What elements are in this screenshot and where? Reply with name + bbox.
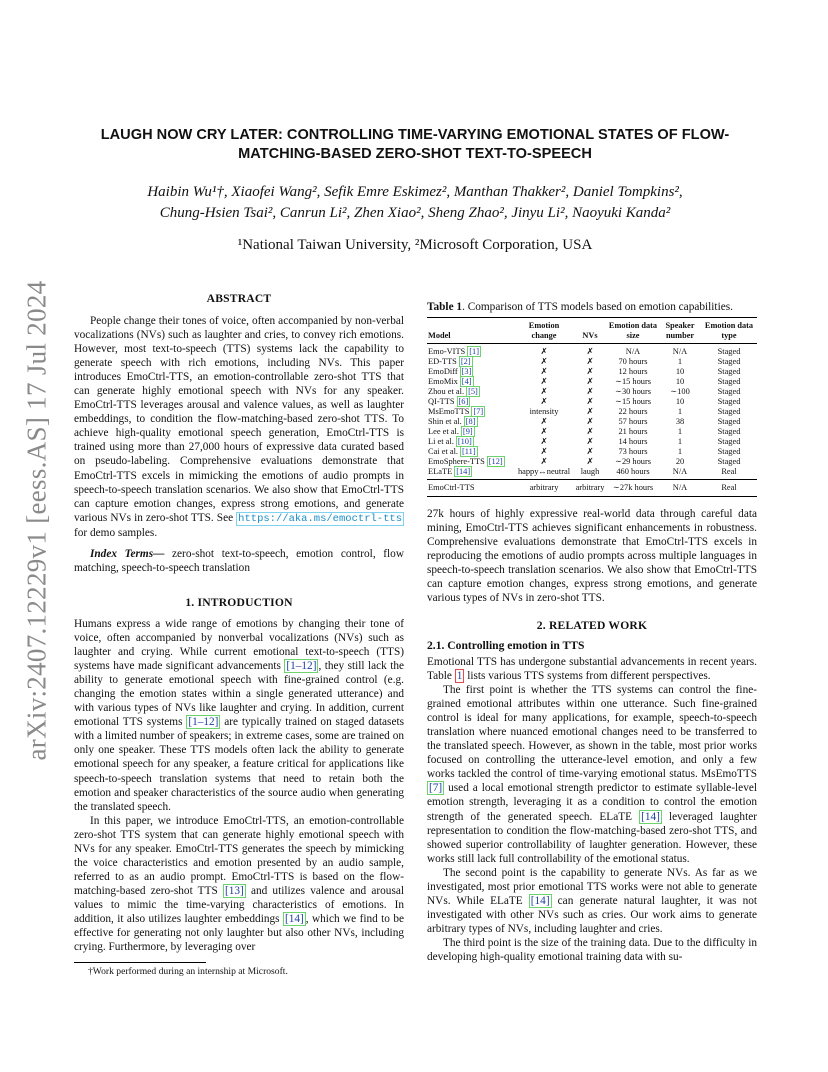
citation-link[interactable]: [11] [462,447,476,456]
table-row [427,357,757,367]
intro-text: and utilizes valence and arousal values to mimic the time-varying characteristics of emotions. In addition, it also utilizes laughter embeddings [74,884,404,925]
intro-body [74,617,404,954]
intro-continuation [427,507,757,605]
abstract-heading: ABSTRACT [206,292,272,305]
model-name: ED-TTS [428,357,457,366]
author-line-2: Chung-Hsien Tsai², Canrun Li², Zhen Xiao², Sheng Zhao², Jinyu Li², Naoyuki Kanda² [159,205,671,221]
citation-link[interactable]: [13] [224,884,244,897]
abstract-text: People change their tones of voice, often accompanied by non-verbal vocalizations (NVs) such as laughter and cries, to convey rich emotions. However, most text-to-speech (TTS) systems lack the capability to generate speech with rich emotions, including NVs. This paper introduces EmoCtrl-TTS, an emotion-controllable zero-shot TTS that can generate highly emotional speech with NVs for any speaker. EmoCtrl-TTS leverages arousal and valence values, as well as laughter embeddings, to condition the flow-matching-based zero-shot TTS. To achieve high-quality emotional speech generation, EmoCtrl-TTS is trained using more than 27,000 hours of expressive data curated based on pseudo-labeling. Comprehensive evaluations demonstrate that EmoCtrl-TTS excels in mimicking the emotions of audio prompts in speech-to-speech translation scenarios. We also show that EmoCtrl-TTS can capture emotion changes, express strong emotions, and generate various NVs in zero-shot TTS. See [74,315,404,524]
cell-type: Staged [717,347,741,356]
cell-speakers: N/A [672,347,688,356]
cell-speakers: 1 [677,427,683,436]
cell-change: happy↔neutral [517,467,571,476]
related-text: Emotional TTS has undergone substantial advancements in recent years. Table [427,656,757,683]
cell-size: 460 hours [616,467,650,476]
intro-text: , they still lack the ability to generate emotional speech with fine-grained control (e.g. changing the emotion states within a single generated utterance) and with various types of NVs like laughter and crying. In addition, current emotional TTS systems [74,660,404,729]
table-caption [427,301,767,313]
model-name: EmoMix [428,377,458,386]
citation-link[interactable]: [1–12] [286,660,317,673]
arxiv-identifier [21,280,52,760]
model-name: ELaTE [428,467,453,476]
related-paragraph-4: The third point is the size of the training data. Due to the difficulty in developing high-quality emotional training data with su- [427,936,757,963]
header-data-size: Emotion data size [608,321,658,340]
index-terms [74,547,404,575]
footnote-divider [74,962,206,963]
table-row [427,457,757,467]
cell-speakers: ∼100 [670,387,690,396]
header-emotion-change: Emotion change [528,321,560,340]
table-row [427,387,757,397]
cell-nvs: ✗ [586,437,594,446]
citation-link[interactable]: [14] [456,467,471,476]
citation-link[interactable]: [12] [488,457,503,466]
cell-type: Staged [717,407,741,416]
cell-change: arbitrary [529,483,559,492]
citation-link[interactable]: [2] [460,357,471,366]
related-paragraph-3 [427,866,757,936]
cell-size: 22 hours [618,407,648,416]
cell-nvs: ✗ [586,457,594,466]
cell-change: ✗ [540,427,548,436]
intro-continuation-text: 27k hours of highly expressive real-world data through careful data mining, EmoCtrl-TTS achieves significant enhancements in robustness. Comprehensive evaluations demonstrate that EmoCtrl-TTS excels in reproducing the emotions of audio prompts across multiple languages in speech-to-speech translation scenarios. We also show that EmoCtrl-TTS can capture emotion changes, express strong emotions, and generate various types of NVs in zero-shot TTS. [427,508,757,605]
cell-type: Staged [717,447,741,456]
model-name: QI-TTS [428,397,455,406]
cell-nvs: ✗ [586,407,594,416]
cell-type: Staged [717,357,741,366]
index-terms-text: zero-shot text-to-speech, emotion control, flow matching, speech-to-speech translation [74,547,404,574]
cell-speakers: 20 [675,457,685,466]
cell-type: Staged [717,377,741,386]
cell-change: intensity [529,407,559,416]
model-name: Li et al. [428,437,454,446]
related-text: The first point is whether the TTS systems can control the fine-grained emotional attributes within one utterance. Such fine-grained control is ideal for many applications, for example, speech-to-speech translation where nuanced emotional changes need to be transferred to the translated speech. However, as shown in the table, most prior works focused on controlling the utterance-level emotion, and only a few works tackled the control of time-varying emotional status. MsEmoTTS [427,684,757,781]
related-text: lists various TTS systems from different perspectives. [467,670,711,683]
cell-nvs: ✗ [586,357,594,366]
cell-model [427,344,515,358]
cell-size: 73 hours [618,447,648,456]
cell-change: ✗ [540,447,548,456]
cell-size: 14 hours [618,437,648,446]
related-paragraph-1 [427,655,757,683]
cell-model [427,467,515,480]
abstract-text-end: for demo samples. [74,526,158,539]
table-header-row [427,318,757,344]
cell-speakers: 1 [677,437,683,446]
cell-nvs: ✗ [586,377,594,386]
cell-size: 57 hours [618,417,648,426]
index-terms-label: Index Terms— [90,547,165,560]
cell-speakers: 1 [677,447,683,456]
header-speaker-number: Speaker number [665,321,695,340]
model-name: Zhou et al. [428,387,465,396]
abstract-paragraph [74,314,404,540]
model-name: EmoSphere-TTS [428,457,485,466]
intro-paragraph-2 [74,814,404,954]
cell-type: Real [721,467,737,476]
model-name: Shin et al. [428,417,462,426]
header-model: Model [428,330,451,340]
cell-change: ✗ [540,347,548,356]
intro-text: are typically trained on staged datasets with a limited number of speakers; in extreme cases, some are trained on only one speaker. These TTS models often lack the ability to generate emotional speech for any speaker, a feature critical for applications like speech-to-speech translation systems that need to retain both the emotion and speaker characteristics of the source audio when generating the translated speech. [74,716,404,813]
cell-model: EmoCtrl-TTS [428,483,475,492]
footnote: †Work performed during an internship at Microsoft. [88,966,288,977]
citation-link[interactable]: [14] [530,894,550,907]
cell-change: ✗ [540,417,548,426]
cell-size: 70 hours [618,357,648,366]
table-row [427,344,757,358]
citation-link[interactable]: [14] [284,912,304,925]
cell-nvs: ✗ [586,367,594,376]
header-nvs: NVs [582,330,598,340]
affiliations: ¹National Taiwan University, ²Microsoft Corporation, USA [237,237,593,253]
citation-link[interactable]: [4] [461,377,472,386]
cell-size: ∼15 hours [614,397,652,406]
cell-speakers: 10 [675,397,685,406]
cell-nvs: ✗ [586,387,594,396]
cell-type: Staged [717,437,741,446]
cell-type: Staged [717,397,741,406]
citation-link[interactable]: [3] [461,367,472,376]
citation-link[interactable]: [8] [465,417,476,426]
cell-speakers: 38 [675,417,685,426]
intro-paragraph-1 [74,617,404,814]
cell-size: ∼15 hours [614,377,652,386]
related-text: leveraged laughter representation to condition the flow-matching-based zero-shot TTS, and showed superior controllability of laughter generation. However, these works still lack full controllability of the emotional status. [427,810,757,865]
citation-link[interactable]: [6] [458,397,469,406]
cell-type: Real [721,483,737,492]
intro-text: In this paper, we introduce EmoCtrl-TTS, an emotion-controllable zero-shot TTS system that can generate highly emotional speech with NVs for any speaker. EmoCtrl-TTS generates the speech by mimicking the voice characteristics and emotion presented by an audio sample, referred to as an audio prompt. EmoCtrl-TTS is based on the flow-matching-based zero-shot TTS [74,814,404,897]
table-body [427,344,757,480]
cell-nvs: ✗ [586,427,594,436]
cell-change: ✗ [540,457,548,466]
table-ref-link[interactable]: 1 [456,670,463,683]
table-row [427,367,757,377]
table-row [427,447,757,457]
table-row [427,417,757,427]
cell-type: Staged [717,387,741,396]
citation-link[interactable]: [9] [462,427,473,436]
citation-link[interactable]: [7] [473,407,484,416]
table-caption-text: . Comparison of TTS models based on emotion capabilities. [462,301,733,313]
cell-type: Staged [717,417,741,426]
cell-change: ✗ [540,377,548,386]
citation-link[interactable]: [14] [641,810,660,823]
related-text: The second point is the capability to generate NVs. As far as we investigated, most prior emotional TTS works were not able to generate NVs. While ELaTE [427,866,757,907]
intro-text: Humans express a wide range of emotions by changing their tone of voice, often accompanied by nonverbal vocalizations (NVs) such as laughter and crying. While current emotional text-to-speech (TTS) systems have made significant advancements [74,618,404,673]
citation-link[interactable]: [10] [457,437,472,446]
cell-change: ✗ [540,437,548,446]
related-body [427,655,757,964]
cell-size: ∼27k hours [612,483,654,492]
abstract-body [74,314,404,575]
intro-heading: 1. INTRODUCTION [185,596,293,609]
cell-size: 12 hours [618,367,648,376]
cell-speakers: 10 [675,377,685,386]
citation-link[interactable]: [1–12] [188,716,219,729]
intro-text: , which we find to be effective for generating not only laughter but also other NVs, including crying. Furthermore, by leveraging over [74,912,405,954]
arxiv-identifier-text: arXiv:2407.12229v1 [eess.AS] 17 Jul 2024 [21,280,52,760]
related-work-heading: 2. RELATED WORK [536,619,648,632]
citation-link[interactable]: [7] [429,782,443,795]
model-name: EmoDiff [428,367,458,376]
cell-type: Staged [717,367,741,376]
header-data-type: Emotion data type [704,321,754,340]
cell-nvs: ✗ [586,417,594,426]
cell-speakers: N/A [672,467,688,476]
cell-type: Staged [717,427,741,436]
table-row-emoctrl [427,480,757,497]
cell-speakers: N/A [672,483,688,492]
model-name: Cai et al. [428,447,458,456]
paper-title: LAUGH NOW CRY LATER: CONTROLLING TIME-VARYING EMOTIONAL STATES OF FLOW-MATCHING-BASED ZERO-SHOT TEXT-TO-SPEECH [100,127,730,162]
cell-speakers: 1 [677,357,683,366]
cell-size: 21 hours [618,427,648,436]
cell-model [427,387,515,397]
cell-nvs: arbitrary [575,483,605,492]
demo-url-link[interactable]: https://aka.ms/emoctrl-tts [238,512,402,525]
table-caption-label: Table 1 [427,301,463,313]
cell-change: ✗ [540,367,548,376]
citation-link[interactable]: [1] [469,347,479,356]
cell-type: Staged [717,457,741,466]
author-list [70,182,760,224]
related-subheading: 2.1. Controlling emotion in TTS [427,639,585,652]
model-name: MsEmoTTS [428,407,470,416]
related-text: used a local emotional strength predictor to estimate syllable-level emotion strength, leveraging it as a condition to control the emotion strength of the generated speech. ELaTE [427,782,757,823]
cell-nvs: ✗ [586,397,594,406]
table-row [427,467,757,480]
cell-speakers: 10 [675,367,685,376]
cell-size: ∼29 hours [614,457,652,466]
model-name: Lee et al. [428,427,459,436]
cell-change: ✗ [540,357,548,366]
model-name: Emo-VITS [428,347,466,356]
cell-size: ∼30 hours [614,387,652,396]
cell-change: ✗ [540,387,548,396]
comparison-table [427,317,757,497]
table-row [427,427,757,437]
related-text: can generate natural laughter, it was not investigated with other NVs such as cries. Our work aims to generate arbitrary types of NVs, including laughter and cries. [427,894,758,935]
cell-speakers: 1 [677,407,683,416]
author-line-1: Haibin Wu¹†, Xiaofei Wang², Sefik Emre Eskimez², Manthan Thakker², Daniel Tompkins², [147,184,683,200]
cell-nvs: ✗ [586,447,594,456]
citation-link[interactable]: [5] [468,387,478,396]
cell-size: N/A [625,347,641,356]
related-paragraph-2 [427,683,757,866]
cell-nvs: ✗ [586,347,594,356]
cell-change: ✗ [540,397,548,406]
cell-nvs: laugh [580,467,600,476]
